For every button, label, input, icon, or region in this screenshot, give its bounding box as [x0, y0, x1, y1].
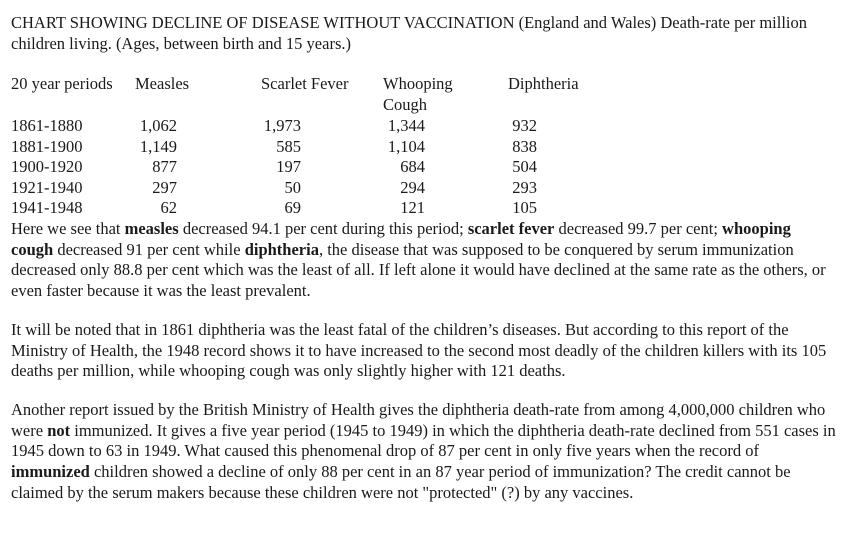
p3-text-2: immunized. It gives a five year period (1945 to 1949) in which the diphtheria death-rate declined from 551 cases in 1945 down to 63 in 1949. What caused this phenomenal drop of 87 per cent in only five years when the record of — [11, 420, 836, 461]
row-period: 1941-1948 — [11, 198, 83, 217]
row-period: 1900-1920 — [11, 157, 83, 176]
header-measles: Measles — [135, 74, 190, 93]
header-periods: 20 year periods — [11, 74, 113, 93]
cell-diphtheria: 932 — [512, 116, 537, 135]
header-whooping-cough-line1: Whooping — [383, 74, 453, 93]
p1-text-5: , the disease that was supposed to be conquered by serum immunization decreased only 88.8 per cent which was the least of all. If left alone it would have declined at the same rate as the others, or even faster because it was the least prevalent. — [11, 239, 826, 301]
p1-bold-diphtheria: diphtheria — [244, 239, 319, 259]
cell-diphtheria: 105 — [512, 198, 537, 217]
cell-whooping-cough: 121 — [400, 198, 425, 217]
cell-whooping-cough: 294 — [400, 177, 425, 197]
header-diphtheria: Diphtheria — [508, 74, 579, 93]
chart-title: CHART SHOWING DECLINE OF DISEASE WITHOUT VACCINATION (England and Wales) Death-rate per million children living. (Ages, between birth and 15 years.) — [11, 13, 807, 53]
p1-bold-measles: measles — [124, 219, 179, 238]
cell-measles: 297 — [152, 177, 177, 197]
p1-bold-scarlet-fever: scarlet fever — [467, 219, 555, 238]
death-rate-table — [11, 74, 837, 219]
p3-text-3: children showed a decline of only 88 per cent in an 87 year period of immunization? The credit cannot be claimed by the serum makers because these children were not "protected" (?) by any vaccines. — [11, 462, 791, 502]
cell-measles: 877 — [152, 157, 177, 176]
paragraph-ministry-report: It will be noted that in 1861 diphtheria was the least fatal of the children’s diseases. But according to this report of the Ministry of Health, the 1948 record shows it to have increased to the second most deadly of the children killers with its 105 deaths per million, while whooping cough was only slightly higher with 121 deaths. — [11, 319, 827, 381]
row-period: 1921-1940 — [11, 177, 83, 197]
cell-diphtheria: 838 — [512, 136, 537, 156]
cell-scarlet-fever: 50 — [284, 177, 301, 197]
paragraph-decline-summary — [11, 219, 837, 302]
p3-text-1: Another report issued by the British Ministry of Health gives the diphtheria death-rate from among 4,000,000 children who were — [11, 399, 826, 440]
cell-whooping-cough: 1,104 — [387, 136, 425, 156]
p1-bold-whooping-cough: whooping cough — [11, 219, 791, 259]
p3-bold-immunized: immunized — [11, 462, 90, 482]
p3-bold-not: not — [47, 420, 71, 440]
header-whooping-cough-line2: Cough — [383, 94, 428, 114]
p1-text-3: decreased 99.7 per cent; — [554, 219, 723, 238]
p1-text-1: Here we see that — [11, 219, 125, 238]
cell-scarlet-fever: 585 — [276, 136, 301, 156]
row-period: 1861-1880 — [11, 116, 83, 135]
cell-whooping-cough: 1,344 — [387, 116, 425, 135]
cell-scarlet-fever: 69 — [284, 198, 301, 217]
cell-scarlet-fever: 1,973 — [263, 116, 301, 135]
cell-measles: 62 — [160, 198, 177, 217]
paragraph-another-report — [11, 400, 837, 504]
p1-text-2: decreased 94.1 per cent during this period; — [178, 219, 468, 238]
cell-diphtheria: 293 — [512, 177, 537, 197]
cell-measles: 1,062 — [139, 116, 177, 135]
cell-whooping-cough: 684 — [400, 157, 425, 176]
cell-measles: 1,149 — [139, 136, 177, 156]
header-scarlet-fever: Scarlet Fever — [261, 74, 349, 93]
cell-diphtheria: 504 — [512, 157, 537, 176]
cell-scarlet-fever: 197 — [276, 157, 301, 176]
p1-text-4: decreased 91 per cent while — [53, 239, 245, 259]
row-period: 1881-1900 — [11, 136, 83, 156]
document-page — [11, 12, 837, 503]
